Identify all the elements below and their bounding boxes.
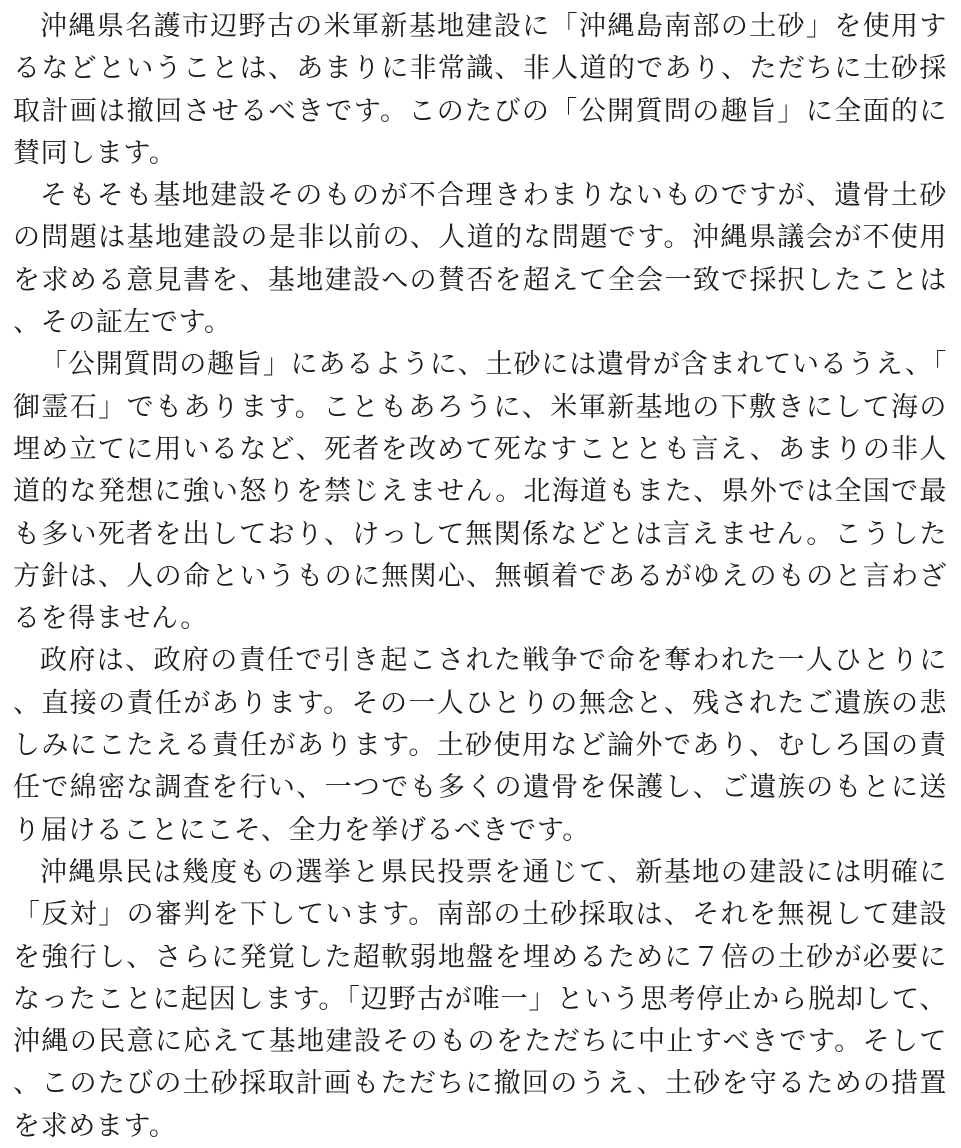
- paragraph-1: 沖縄県名護市辺野古の米軍新基地建設に「沖縄島南部の土砂」を使用するなどということは、あまりに非常識、非人道的であり、ただちに土砂採取計画は撤回させるべきです。このたびの「公開質問の趣旨」に全面的に賛同します。: [13, 11, 947, 169]
- paragraph-4: 政府は、政府の責任で引き起こされた戦争で命を奪われた一人ひとりに、直接の責任があります。その一人ひとりの無念と、残されたご遺族の悲しみにこたえる責任があります。土砂使用など論外であり、むしろ国の責任で綿密な調査を行い、一つでも多くの遺骨を保護し、ご遺族のもとに送り届けることにこそ、全力を挙げるべきです。: [13, 645, 947, 846]
- paragraph-2: そもそも基地建設そのものが不合理きわまりないものですが、遺骨土砂の問題は基地建設の是非以前の、人道的な問題です。沖縄県議会が不使用を求める意見書を、基地建設への賛否を超えて全会一致で採択したことは、その証左です。: [13, 180, 947, 339]
- paragraph-3: 「公開質問の趣旨」にあるように、土砂には遺骨が含まれているうえ、「御霊石」でもあります。こともあろうに、米軍新基地の下敷きにして海の埋め立てに用いるなど、死者を改めて死なすこととも言え、あまりの非人道的な発想に強い怒りを禁じえません。北海道もまた、県外では全国で最も多い死者を出しており、けっして無関係などとは言えません。こうした方針は、人の命というものに無関心、無頓着であるがゆえのものと言わざるを得ません。: [13, 349, 947, 635]
- paragraph-5: 沖縄県民は幾度もの選挙と県民投票を通じて、新基地の建設には明確に「反対」の審判を下しています。南部の土砂採取は、それを無視して建設を強行し、さらに発覚した超軟弱地盤を埋めるために７倍の土砂が必要になったことに起因します。「辺野古が唯一」という思考停止から脱却して、沖縄の民意に応えて基地建設そのものをただちに中止すべきです。そして、このたびの土砂採取計画もただちに撤回のうえ、土砂を守るための措置を求めます。: [13, 856, 947, 1142]
